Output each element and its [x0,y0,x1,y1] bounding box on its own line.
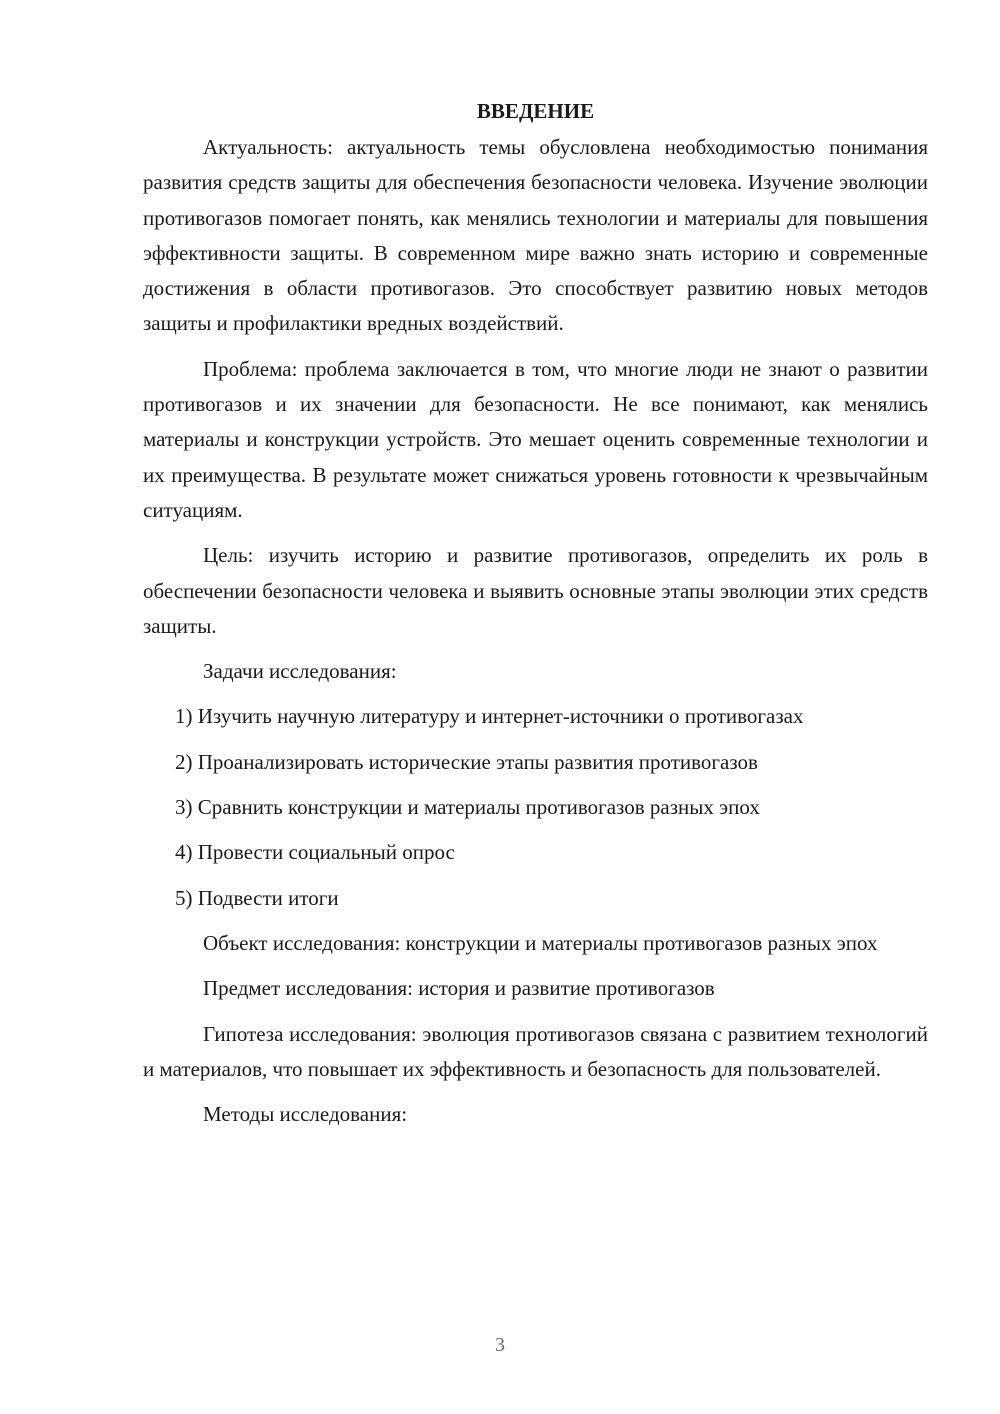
hypothesis-paragraph: Гипотеза исследования: эволюция противогазов связана с развитием технологий и материалов, что повышает их эффективность и безопасность для пользователей. [143,1021,928,1081]
problem-paragraph: Проблема: проблема заключается в том, что многие люди не знают о развитии противогазов и их значении для безопасности. Не все понимают, как менялись материалы и конструкции устройств. Это мешает оценить современные технологии и их преимущества. В результате может снижаться уровень готовности к чрезвычайным ситуациям. [143,356,928,522]
object-paragraph: Объект исследования: конструкции и материалы противогазов разных эпох [203,930,878,955]
subject-paragraph: Предмет исследования: история и развитие противогазов [203,976,715,1001]
task-item: 1) Изучить научную литературу и интернет-источники о противогазах [175,704,804,729]
page-number: 3 [495,1334,505,1356]
tasks-heading: Задачи исследования: [203,659,397,684]
methods-heading: Методы исследования: [203,1102,408,1127]
goal-paragraph: Цель: изучить историю и развитие противогазов, определить их роль в обеспечении безопасности человека и выявить основные этапы эволюции этих средств защиты. [143,543,928,638]
document-page [143,96,928,1132]
task-item: 3) Сравнить конструкции и материалы противогазов разных эпох [175,795,760,820]
task-item: 2) Проанализировать исторические этапы развития противогазов [175,749,758,774]
task-item: 4) Провести социальный опрос [175,840,455,865]
relevance-paragraph: Актуальность: актуальность темы обусловлена необходимостью понимания развития средств защиты для обеспечения безопасности человека. Изучение эволюции противогазов помогает понять, как менялись технологии и материалы для повышения эффективности защиты. В современном мире важно знать историю и современные достижения в области противогазов. Это способствует развитию новых методов защиты и профилактики вредных воздействий. [143,135,928,336]
section-title: ВВЕДЕНИЕ [476,99,595,123]
task-item: 5) Подвести итоги [175,885,339,910]
